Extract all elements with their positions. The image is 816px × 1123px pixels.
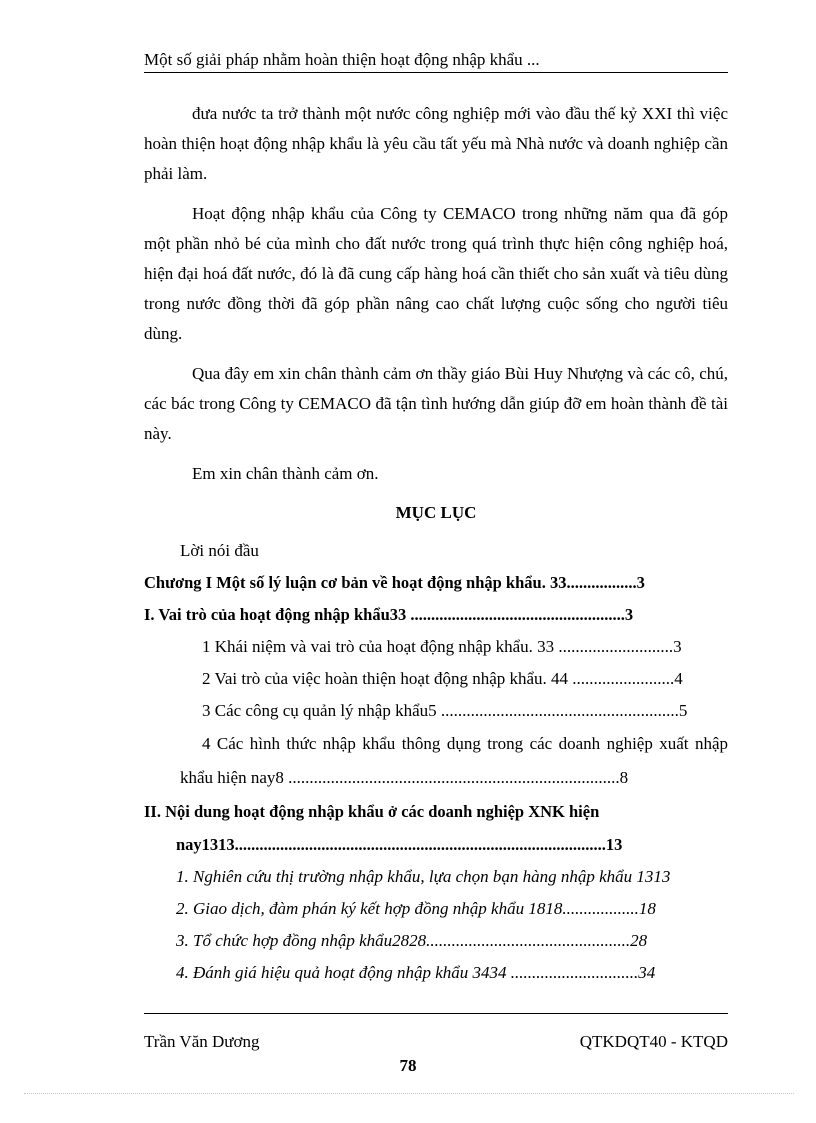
table-of-contents [144, 535, 728, 989]
toc-item-2-1[interactable]: 1. Nghiên cứu thị trường nhập khẩu, lựa chọn bạn hàng nhập khẩu 1313 [176, 867, 671, 886]
toc-item-1-4[interactable]: 4 Các hình thức nhập khẩu thông dụng trong các doanh nghiệp xuất nhập khẩu hiện nay8 ..............................................................................8 [180, 734, 728, 787]
toc-item-2-2[interactable]: 2. Giao dịch, đàm phán ký kết hợp đồng nhập khẩu 1818..................18 [176, 899, 656, 918]
toc-item-1-2[interactable]: 2 Vai trò của việc hoàn thiện hoạt động nhập khẩu. 44 ........................4 [202, 669, 683, 688]
footer-author: Trần Văn Dương [144, 1032, 260, 1051]
paragraph-1: đưa nước ta trở thành một nước công nghiệp mới vào đầu thế kỷ XXI thì việc hoàn thiện hoạt động nhập khẩu là yêu cầu tất yếu mà Nhà nước và doanh nghiệp cần phải làm. [144, 104, 728, 183]
toc-item-2-4[interactable]: 4. Đánh giá hiệu quả hoạt động nhập khẩu 3434 ..............................34 [176, 963, 656, 982]
toc-item-preface[interactable]: Lời nói đầu [180, 541, 259, 560]
toc-item-2-3[interactable]: 3. Tổ chức hợp đồng nhập khẩu2828................................................28 [176, 931, 648, 950]
page-edge-divider [24, 1093, 794, 1094]
toc-item-section-2[interactable]: II. Nội dung hoạt động nhập khẩu ở các doanh nghiệp XNK hiện nay1313..........................................................................................13 [144, 802, 623, 854]
footer-divider [144, 1013, 728, 1014]
toc-item-chapter-1[interactable]: Chương I Một số lý luận cơ bản về hoạt động nhập khẩu. 33.................3 [144, 573, 645, 592]
toc-item-section-1[interactable]: I. Vai trò của hoạt động nhập khẩu33 ....................................................3 [144, 605, 634, 624]
paragraph-3: Qua đây em xin chân thành cảm ơn thầy giáo Bùi Huy Nhượng và các cô, chú, các bác trong Công ty CEMACO đã tận tình hướng dẫn giúp đỡ em hoàn thành đề tài này. [144, 364, 728, 443]
toc-heading: MỤC LỤC [395, 503, 477, 522]
footer-class: QTKDQT40 - KTQD [579, 1032, 728, 1051]
paragraph-4: Em xin chân thành cảm ơn. [192, 464, 379, 483]
toc-item-1-3[interactable]: 3 Các công cụ quản lý nhập khẩu5 ........................................................5 [202, 701, 688, 720]
running-header: Một số giải pháp nhằm hoàn thiện hoạt động nhập khẩu ... [144, 50, 728, 73]
toc-item-1-1[interactable]: 1 Khái niệm và vai trò của hoạt động nhập khẩu. 33 ...........................3 [202, 637, 682, 656]
page-number: 78 [399, 1056, 417, 1075]
paragraph-2: Hoạt động nhập khẩu của Công ty CEMACO trong những năm qua đã góp một phần nhỏ bé của mình cho đất nước trong quá trình thực hiện công nghiệp hoá, hiện đại hoá đất nước, đó là đã cung cấp hàng hoá cần thiết cho sản xuất và tiêu dùng trong nước đồng thời đã góp phần nâng cao chất lượng cuộc sống cho người tiêu dùng. [144, 204, 728, 343]
page-body [144, 99, 728, 989]
